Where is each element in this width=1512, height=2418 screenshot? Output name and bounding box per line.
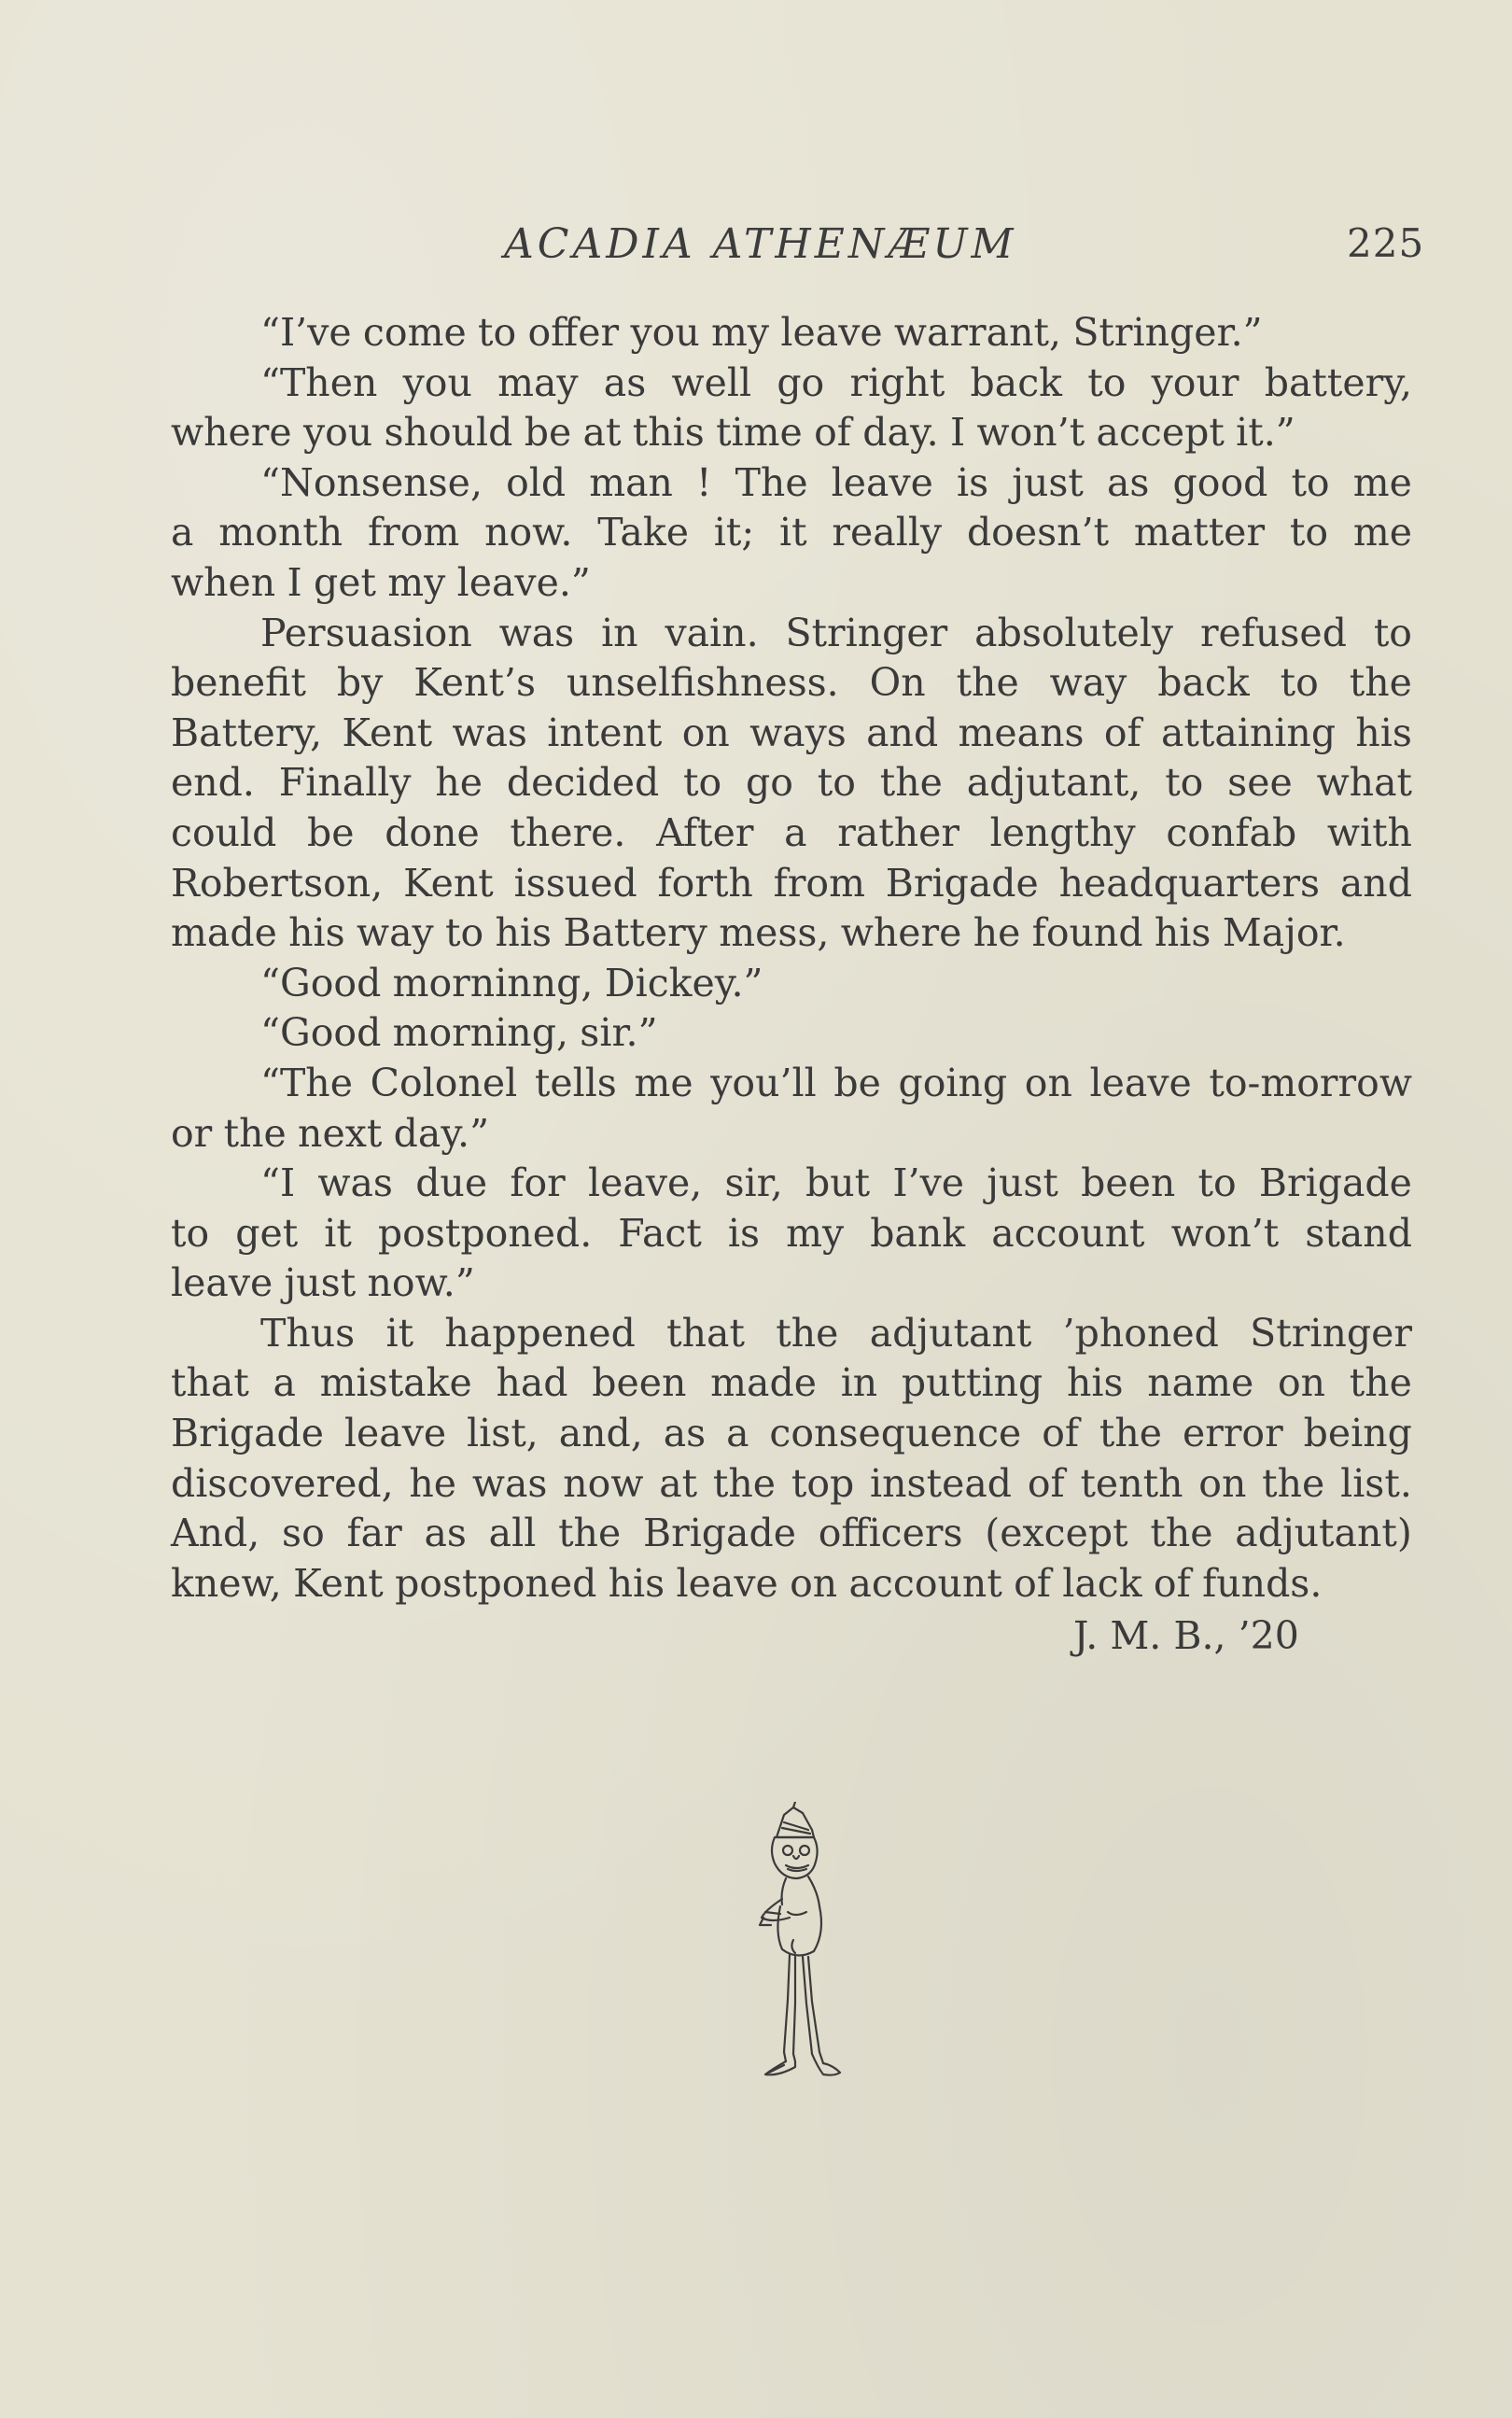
text-line: “Then you may as well go right back to your battery, [260, 359, 1412, 405]
text-line: Battery, Kent was intent on ways and means of attaining his [171, 710, 1412, 755]
article-body [171, 308, 1412, 1609]
text-line: could be done there. After a rather lengthy confab with [171, 809, 1412, 855]
text-line: Robertson, Kent issued forth from Brigade headquarters and [171, 860, 1412, 906]
text-line: Persuasion was in vain. Stringer absolutely refused to [260, 610, 1412, 655]
author-signature: J. M. B., ’20 [1073, 1613, 1299, 1658]
text-line: discovered, he was now at the top instead of tenth on the list. [171, 1460, 1412, 1506]
text-line: leave just now.” [171, 1260, 475, 1306]
text-line: “I was due for leave, sir, but I’ve just been to Brigade [260, 1160, 1412, 1206]
text-line: a month from now. Take it; it really doesn’t matter to me [171, 510, 1412, 555]
text-line: Brigade leave list, and, as a consequence of the error being [171, 1411, 1412, 1456]
text-line: And, so far as all the Brigade officers (except the adjutant) [171, 1511, 1412, 1556]
text-line: to get it postponed. Fact is my bank account won’t stand [171, 1210, 1412, 1256]
cartoon-figure-icon [728, 1802, 868, 2110]
text-line: end. Finally he decided to go to the adjutant, to see what [171, 760, 1412, 806]
text-line: “Good morninng, Dickey.” [260, 960, 763, 1005]
text-line: “Good morning, sir.” [260, 1010, 658, 1056]
text-line: when I get my leave.” [171, 559, 591, 605]
page-number: 225 [1347, 220, 1425, 266]
text-line: that a mistake had been made in putting his name on the [171, 1360, 1412, 1406]
text-line: “The Colonel tells me you’ll be going on leave to-morrow [260, 1060, 1412, 1105]
text-line: or the next day.” [171, 1110, 490, 1156]
text-line: made his way to his Battery mess, where he found his Major. [171, 910, 1346, 956]
text-line: where you should be at this time of day. I won’t accept it.” [171, 410, 1295, 456]
running-header [0, 220, 1512, 276]
running-title: ACADIA ATHENÆUM [504, 220, 1017, 268]
text-line: Thus it happened that the adjutant ’phoned Stringer [260, 1310, 1412, 1356]
text-line: knew, Kent postponed his leave on account of lack of funds. [171, 1560, 1323, 1606]
text-line: “I’ve come to offer you my leave warrant, Stringer.” [260, 310, 1263, 355]
text-line: “Nonsense, old man ! The leave is just as good to me [260, 459, 1412, 505]
text-line: benefit by Kent’s unselfishness. On the way back to the [171, 660, 1412, 706]
